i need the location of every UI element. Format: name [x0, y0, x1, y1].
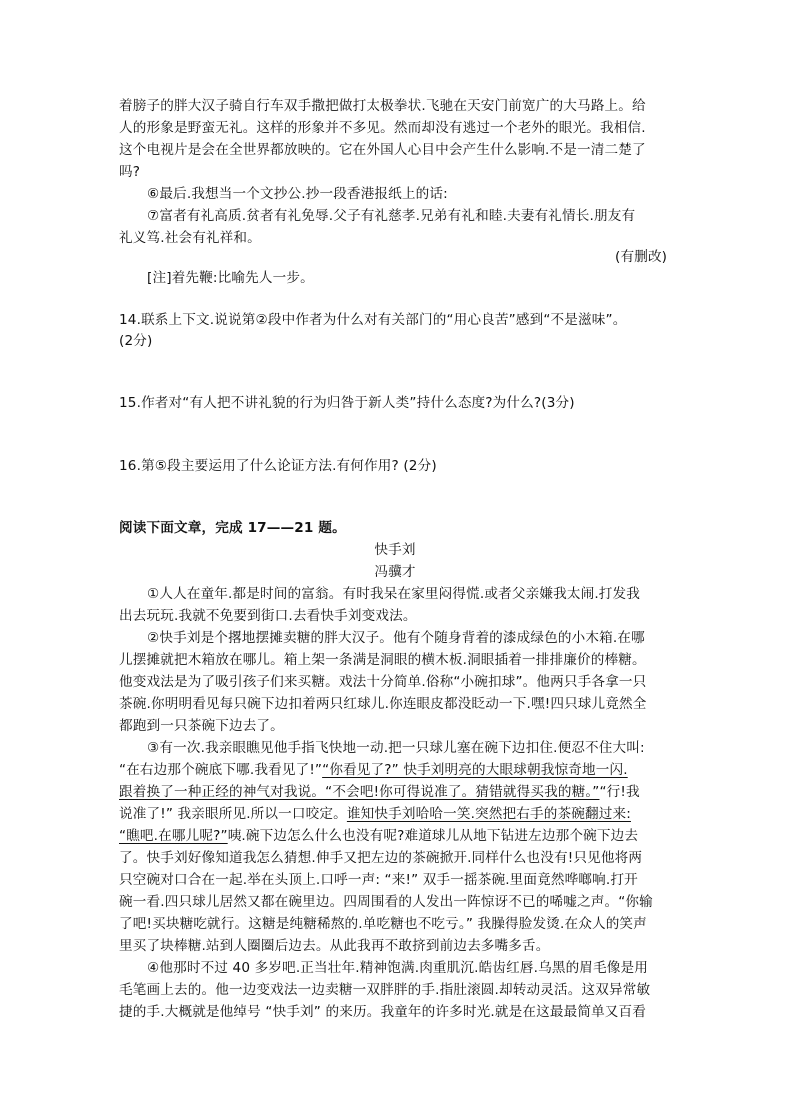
paragraph-2-line: ②快手刘是个撂地摆摊卖糖的胖大汉子。他有个随身背着的漆成绿色的小木箱.在哪 [147, 630, 645, 646]
underlined-sentence: “你看见了?” 快手刘明亮的大眼球朝我惊奇地一闪. [322, 762, 628, 778]
underlined-sentence: 谁知快手刘哈哈一笑.突然把右手的茶碗翻过来: [346, 806, 631, 822]
paragraph-2-line: 儿摆摊就把木箱放在哪儿。箱上架一条满是洞眼的横木板.洞眼插着一排排廉价的棒糖。 [119, 652, 646, 668]
dialogue-text: 说准了!” 我亲眼所见.所以一口咬定。 [119, 806, 347, 822]
paragraph-7-line: 礼义笃.社会有礼祥和。 [119, 230, 261, 246]
section-instruction: 阅读下面文章，完成 17——21 题。 [119, 520, 346, 536]
paragraph-3-line: 了。快手刘好像知道我怎么猜想.伸手又把左边的茶碗掀开.同样什么也没有!只见他将两 [119, 850, 643, 866]
paragraph-3-line: 碗一看.四只球儿居然又都在碗里边。四周围看的人发出一阵惊讶不已的唏嘘之声。“你输 [119, 894, 653, 910]
paragraph-4-line: ④他那时不过 40 多岁吧.正当壮年.精神饱满.肉重肌沉.皓齿红唇.乌黑的眉毛像是用 [147, 960, 649, 976]
underlined-sentence: 跟着换了一种正经的神气对我说。“不会吧!你可得说准了。猜错就得买我的糖。” [119, 784, 600, 800]
paragraph-1-line: ①人人在童年.都是时间的富翁。有时我呆在家里闷得慌.或者父亲嫌我太闹.打发我 [147, 586, 641, 602]
paragraph-4-line: 捷的手.大概就是他绰号 “快手刘” 的来历。我童年的许多时光.就是在这最最简单又百看 [119, 1004, 647, 1020]
paragraph-2-line: 都跑到一只茶碗下边去了。 [119, 718, 284, 734]
paragraph-7-line: ⑦富者有礼高质.贫者有礼免辱.父子有礼慈孝.兄弟有礼和睦.夫妻有礼情长.朋友有 [147, 208, 636, 224]
question-15: 15.作者对“有人把不讲礼貌的行为归咎于新人类”持什么态度?为什么?(3分) [119, 395, 575, 411]
paragraph-4-line: 毛笔画上去的。他一边变戏法一边卖糖一双胖胖的手.指肚滚圆.却转动灵活。这双异常敏 [119, 982, 651, 998]
paragraph-2-line: 茶碗.你明明看见每只碗下边扣着两只红球儿.你连眼皮都没眨动一下.嘿!四只球儿竟然全 [119, 696, 647, 712]
dialogue-text: “行!我 [599, 784, 640, 800]
question-14: 14.联系上下文.说说第②段中作者为什么对有关部门的“用心良苦”感到“不是滋味”。 [119, 312, 627, 328]
question-16: 16.第⑤段主要运用了什么论证方法.有何作用? (2分) [119, 458, 437, 474]
footnote: [注]着先鞭:比喻先人一步。 [147, 270, 314, 286]
passage-line: 这个电视片是会在全世界都放映的。它在外国人心目中会产生什么影响.不是一清二楚了 [119, 142, 646, 158]
paragraph-3-line [119, 804, 631, 824]
paragraph-2-line: 他变戏法是为了吸引孩子们来买糖。戏法十分简单.俗称“小碗扣球”。他两只手各拿一只 [119, 674, 647, 690]
paragraph-6: ⑥最后.我想当一个文抄公.抄一段香港报纸上的话: [147, 186, 448, 202]
paragraph-3-line [119, 826, 638, 846]
paragraph-3-line: 里买了块棒糖.站到人圈圈后边去。从此我再不敢挤到前边去多嘴多舌。 [119, 938, 550, 954]
paragraph-3-line [119, 760, 628, 780]
passage-line: 人的形象是野蛮无礼。这样的形象并不多见。然而却没有逃过一个老外的眼光。我相信. [119, 120, 646, 136]
source-note: (有删改) [615, 249, 668, 265]
paragraph-3-line: ③有一次.我亲眼瞧见他手指飞快地一动.把一只球儿塞在碗下边扣住.便忍不住大叫: [147, 740, 645, 756]
underlined-sentence: “瞧吧.在哪儿呢?” [119, 828, 228, 844]
article-title: 快手刘 [374, 542, 416, 558]
paragraph-3-line: 了吧!买块糖吃就行。这糖是纯糖稀熬的.单吃糖也不吃亏。” 我臊得脸发烫.在众人的笑声 [119, 916, 647, 932]
question-14-score: (2分) [119, 333, 153, 349]
article-author: 冯骥才 [374, 564, 416, 580]
dialogue-text: “在右边那个碗底下哪.我看见了!” [119, 762, 323, 778]
passage-line: 吗? [119, 164, 141, 180]
passage-line: 着膀子的胖大汉子骑自行车双手撒把做打太极拳状.飞驰在天安门前宽广的大马路上。给 [119, 98, 646, 114]
paragraph-3-line: 只空碗对口合在一起.举在头顶上.口呼一声: “来!” 双手一摇茶碗.里面竟然哗啷响.打开 [119, 872, 638, 888]
paragraph-3-line [119, 782, 640, 802]
paragraph-1-line: 出去玩玩.我就不免要到街口.去看快手刘变戏法。 [119, 608, 417, 624]
narrative-text: 咦.碗下边怎么什么也没有呢?难道球儿从地下钻进左边那个碗下边去 [227, 828, 639, 844]
